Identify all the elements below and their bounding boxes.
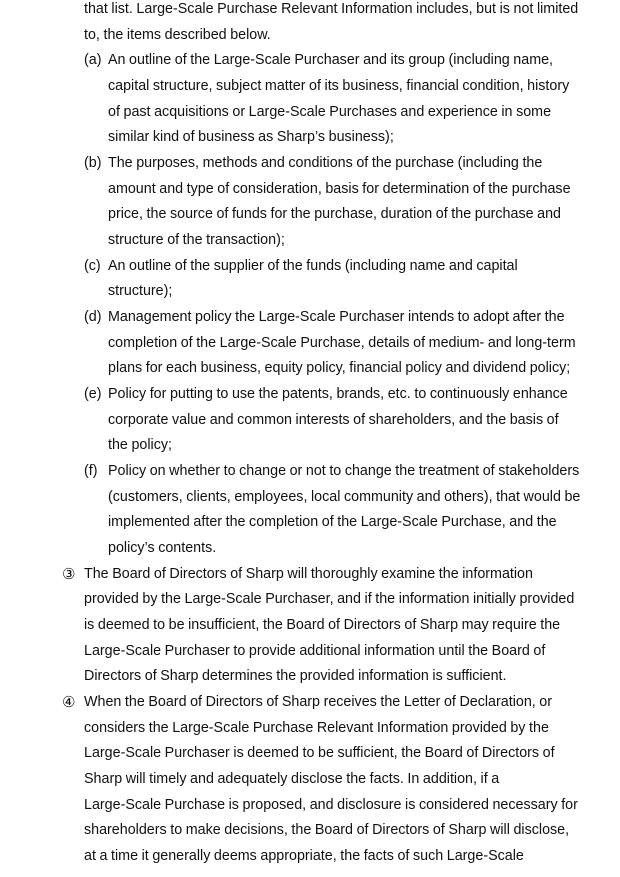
list-item-line: structure of the transaction); [108, 232, 285, 248]
list-item-line: the policy; [108, 437, 172, 453]
list-item-line: The purposes, methods and conditions of the purchase (including the [108, 155, 543, 171]
paragraph-line: is deemed to be insufficient, the Board of Directors of Sharp may require the [84, 617, 561, 633]
paragraph-line: When the Board of Directors of Sharp receives the Letter of Declaration, or [84, 694, 553, 710]
paragraph-line: considers the Large-Scale Purchase Relevant Information provided by the [84, 720, 549, 736]
paragraph-number: ③ [62, 565, 76, 583]
list-item-marker: (e) [84, 386, 102, 402]
list-item-marker: (b) [84, 155, 102, 171]
list-item-line: similar kind of business as Sharp’s business); [108, 129, 394, 145]
list-item-line: (customers, clients, employees, local community and others), that would be [108, 489, 581, 505]
list-item-line: Management policy the Large-Scale Purchaser intends to adopt after the [108, 309, 565, 325]
list-item-line: An outline of the Large-Scale Purchaser and its group (including name, [108, 52, 554, 68]
intro-line: that list. Large-Scale Purchase Relevant Information includes, but is not limited [84, 1, 579, 17]
paragraph-line: provided by the Large-Scale Purchaser, and if the information initially provided [84, 591, 575, 607]
intro-line: to, the items described below. [84, 27, 271, 43]
list-item-line: amount and type of consideration, basis for determination of the purchase [108, 181, 571, 197]
list-item-marker: (d) [84, 309, 102, 325]
list-item-line: Policy on whether to change or not to change the treatment of stakeholders [108, 463, 580, 479]
paragraph-line: at a time it generally deems appropriate, the facts of such Large-Scale [84, 848, 524, 864]
list-item-line: policy’s contents. [108, 540, 217, 556]
list-item-line: Policy for putting to use the patents, brands, etc. to continuously enhance [108, 386, 568, 402]
list-item-line: completion of the Large-Scale Purchase, details of medium- and long-term [108, 335, 576, 351]
paragraph-line: Large-Scale Purchaser is deemed to be sufficient, the Board of Directors of [84, 745, 555, 761]
list-item-line: structure); [108, 283, 173, 299]
list-item-line: plans for each business, equity policy, financial policy and dividend policy; [108, 360, 571, 376]
list-item-line: implemented after the completion of the Large-Scale Purchase, and the [108, 514, 557, 530]
list-item-line: price, the source of funds for the purchase, duration of the purchase and [108, 206, 561, 222]
list-item-line: capital structure, subject matter of its business, financial condition, history [108, 78, 570, 94]
list-item-marker: (a) [84, 52, 102, 68]
paragraph-line: Large-Scale Purchaser to provide additional information until the Board of [84, 643, 546, 659]
list-item-line: of past acquisitions or Large-Scale Purchases and experience in some [108, 104, 552, 120]
list-item-line: An outline of the supplier of the funds (including name and capital [108, 258, 518, 274]
paragraph-line: Directors of Sharp determines the provided information is sufficient. [84, 668, 507, 684]
list-item-line: corporate value and common interests of shareholders, and the basis of [108, 412, 559, 428]
paragraph-line: Large-Scale Purchase is proposed, and disclosure is considered necessary for [84, 797, 578, 813]
paragraph-line: shareholders to make decisions, the Board of Directors of Sharp will disclose, [84, 822, 570, 838]
paragraph-line: The Board of Directors of Sharp will thoroughly examine the information [84, 566, 533, 582]
paragraph-number: ④ [62, 693, 76, 711]
paragraph-line: Sharp will timely and adequately disclose the facts. In addition, if a [84, 771, 500, 787]
list-item-marker: (f) [84, 463, 98, 479]
list-item-marker: (c) [84, 258, 101, 274]
